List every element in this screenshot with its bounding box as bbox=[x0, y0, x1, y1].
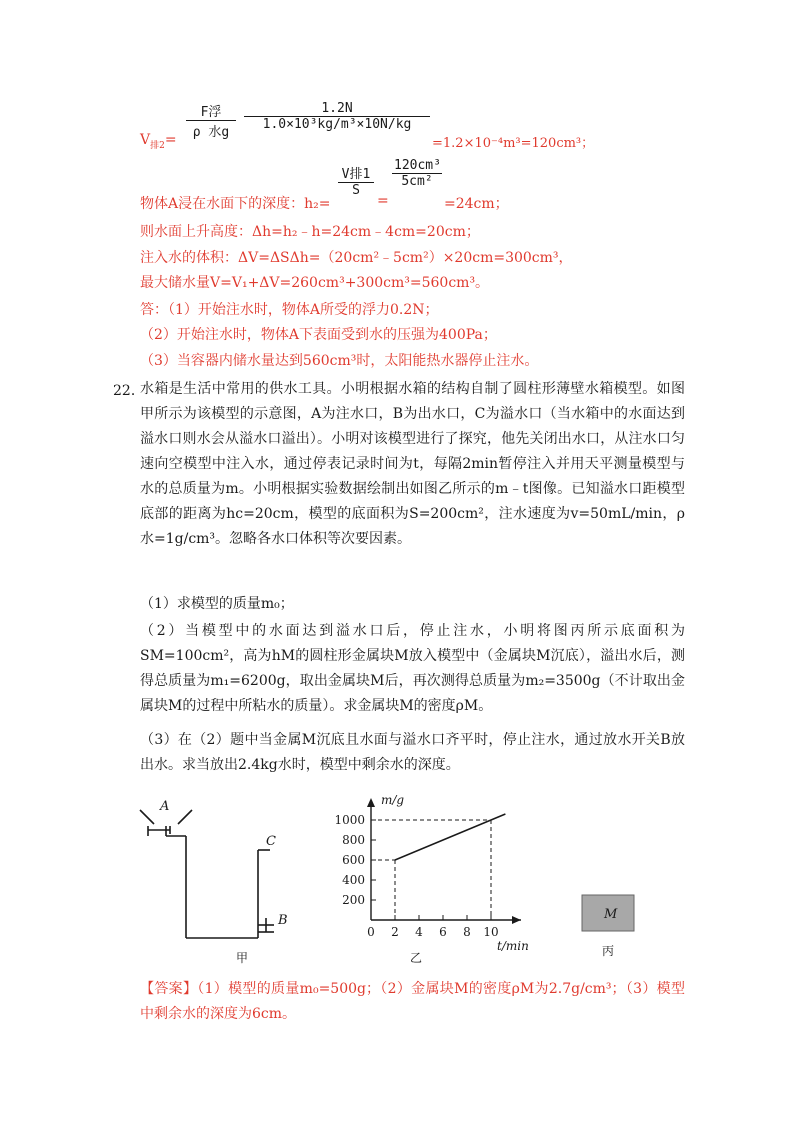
inject-line: 注入水的体积：ΔV=ΔSΔh=（20cm²﹣5cm²）×20cm=300cm³， bbox=[140, 250, 573, 266]
answer-text: （1）模型的质量m₀=500g；（2）金属块M的密度ρM为2.7g/cm³；（3）模型中剩余水的深度为6cm。 bbox=[140, 981, 685, 1022]
rise-line: 则水面上升高度：Δh=h₂﹣h=24cm﹣4cm=20cm； bbox=[140, 224, 480, 240]
x-tick-label: 4 bbox=[415, 925, 423, 939]
answer-tag: 【答案】 bbox=[140, 981, 198, 997]
fraction-numerator: 1.2N bbox=[244, 101, 430, 117]
question-number: 22． bbox=[113, 383, 145, 399]
y-tick-label: 800 bbox=[342, 833, 365, 847]
fraction-numbers bbox=[392, 158, 442, 189]
diagram-jia bbox=[140, 810, 274, 938]
answer-1: 答：（1）开始注水时，物体A所受的浮力0.2N； bbox=[140, 302, 439, 318]
label-a: A bbox=[160, 799, 170, 814]
figures bbox=[0, 770, 800, 970]
caption-jia: 甲 bbox=[236, 951, 249, 965]
fraction-values bbox=[244, 101, 430, 132]
fraction-numerator: 120cm³ bbox=[394, 158, 441, 173]
block-label: M bbox=[604, 907, 618, 922]
question-part-2: （2）当模型中的水面达到溢水口后，停止注水，小明将图丙所示底面积为SM=100cm²，高为hM的圆柱形金属块M放入模型中（金属块M沉底），溢出水后，测得总质量为m₁=6200g，取出金属块M后，再次测得总质量为m₂=3500g（不计取出金属块M的过程中所粘水的质量）。求金属块M的密度ρM。 bbox=[140, 623, 685, 714]
max-storage-line: 最大储水量V=V₁+ΔV=260cm³+300cm³=560cm³。 bbox=[140, 275, 490, 291]
caption-bing: 丙 bbox=[602, 944, 615, 958]
x-tick-label: 10 bbox=[483, 925, 499, 939]
v-label: $V_{排2}=$ bbox=[140, 132, 177, 151]
question-part-1: （1）求模型的质量m₀； bbox=[140, 596, 294, 612]
caption-yi: 乙 bbox=[410, 951, 423, 965]
y-axis-label: m/g bbox=[381, 793, 405, 807]
fraction-denominator: S bbox=[352, 183, 360, 198]
fraction-denominator: 5cm² bbox=[401, 174, 433, 189]
fraction-numerator: F浮 bbox=[186, 101, 236, 121]
question-part-3: （3）在（2）题中当金属M沉底且水面与溢水口齐平时，停止注水，通过放水开关B放出水。求当放出2.4kg水时，模型中剩余水的深度。 bbox=[140, 732, 685, 773]
y-tick-label: 1000 bbox=[334, 813, 365, 827]
x-tick-label: 8 bbox=[463, 925, 471, 939]
answer-2: （2）开始注水时，物体A下表面受到水的压强为400Pa； bbox=[140, 327, 497, 343]
x-axis-arrow bbox=[512, 916, 521, 924]
answer-block bbox=[140, 977, 685, 1027]
y-tick-label: 200 bbox=[342, 893, 365, 907]
fraction-denominator: ρ 水g bbox=[192, 125, 230, 140]
depth-result: =24cm； bbox=[444, 196, 509, 212]
x-tick-label: 0 bbox=[367, 925, 375, 939]
x-tick-label: 6 bbox=[439, 925, 447, 939]
answer-3: （3）当容器内储水量达到560cm³时，太阳能热水器停止注水。 bbox=[140, 353, 539, 369]
depth-line: 物体A浸在水面下的深度：h₂= bbox=[140, 196, 331, 212]
chart-yi bbox=[334, 793, 528, 953]
x-axis-label: t/min bbox=[497, 939, 529, 953]
y-tick-label: 600 bbox=[342, 853, 365, 867]
y-tick-label: 400 bbox=[342, 873, 365, 887]
fraction-vs bbox=[338, 163, 374, 198]
label-b: B bbox=[278, 913, 288, 928]
fraction-buoyancy bbox=[186, 101, 236, 140]
y-axis-arrow bbox=[367, 798, 375, 807]
x-tick-label: 2 bbox=[391, 925, 399, 939]
fraction-numerator: V排1 bbox=[338, 163, 374, 183]
series-line bbox=[395, 814, 505, 860]
label-c: C bbox=[266, 834, 276, 849]
fraction-denominator: 1.0×10³kg/m³×10N/kg bbox=[262, 117, 412, 132]
question-stem: 水箱是生活中常用的供水工具。小明根据水箱的结构自制了圆柱形薄壁水箱模型。如图甲所示为该模型的示意图，A为注水口，B为出水口，C为溢水口（当水箱中的水面达到溢水口则水会从溢水口溢出）。小明对该模型进行了探究，他先关闭出水口，从注水口匀速向空模型中注入水，通过停表记录时间为t，每隔2min暂停注入并用天平测量模型与水的总质量为m。小明根据实验数据绘制出如图乙所示的m﹣t图像。已知溢水口距模型底部的距离为hc=20cm，模型的底面积为S=200cm²，注水速度为v=50mL/min，ρ水=1g/cm³。忽略各水口体积等次要因素。 bbox=[140, 381, 685, 547]
volume-result: =1.2×10⁻⁴m³=120cm³； bbox=[432, 136, 595, 151]
